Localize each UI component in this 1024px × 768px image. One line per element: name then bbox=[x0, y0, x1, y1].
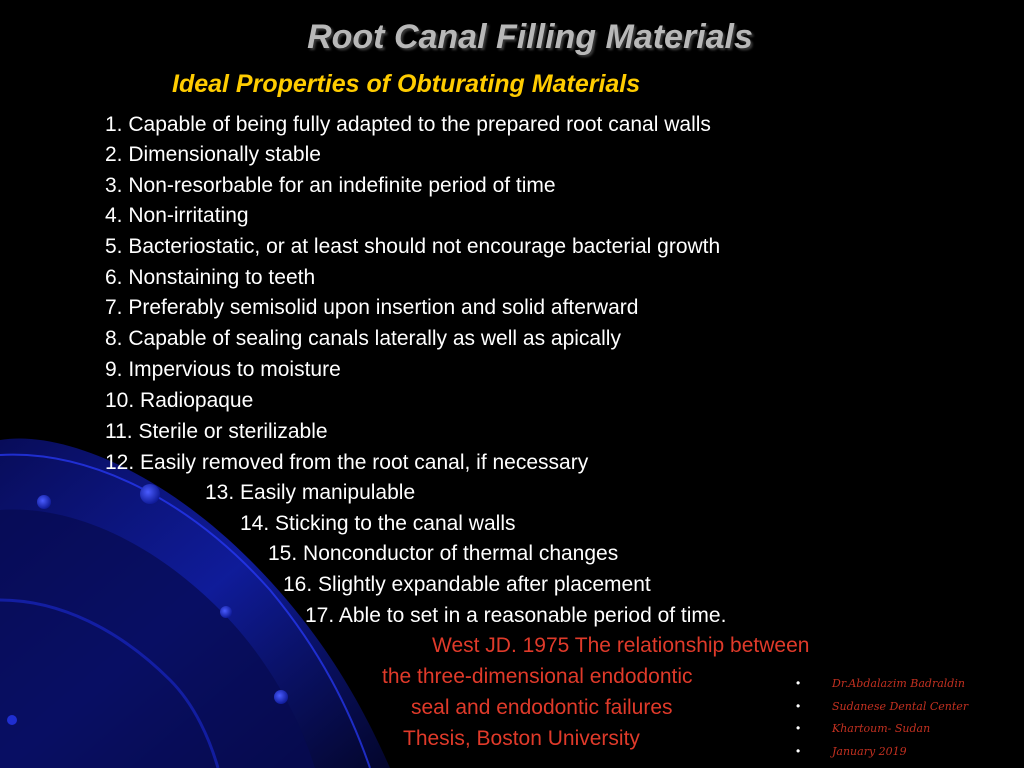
decor-dot-5 bbox=[7, 715, 17, 725]
credit-date: January 2019 bbox=[832, 744, 907, 758]
property-item: 13. Easily manipulable bbox=[205, 481, 416, 504]
reference-line: seal and endodontic failures bbox=[411, 696, 673, 719]
property-item: 11. Sterile or sterilizable bbox=[105, 420, 328, 443]
credit-location: Khartoum- Sudan bbox=[832, 722, 931, 735]
property-item: 9. Impervious to moisture bbox=[105, 358, 341, 381]
slide-title: Root Canal Filling Materials bbox=[307, 18, 753, 56]
bullet-icon: • bbox=[796, 698, 801, 713]
decor-dot-2 bbox=[37, 495, 51, 509]
property-item: 14. Sticking to the canal walls bbox=[240, 512, 516, 535]
property-item: 16. Slightly expandable after placement bbox=[283, 573, 651, 596]
bullet-icon: • bbox=[796, 721, 801, 735]
property-item: 17. Able to set in a reasonable period of time. bbox=[305, 604, 727, 627]
property-item: 3. Non-resorbable for an indefinite period of time bbox=[105, 174, 556, 197]
credit-item bbox=[796, 740, 968, 763]
property-item: 12. Easily removed from the root canal, if necessary bbox=[105, 451, 589, 474]
slide-subtitle: Ideal Properties of Obturating Materials bbox=[172, 70, 641, 98]
credit-item bbox=[796, 695, 968, 718]
decor-dot-4 bbox=[274, 690, 288, 704]
property-item: 15. Nonconductor of thermal changes bbox=[268, 542, 619, 565]
property-item: 4. Non-irritating bbox=[105, 204, 249, 227]
decor-dot-3 bbox=[220, 606, 232, 618]
property-item: 7. Preferably semisolid upon insertion and solid afterward bbox=[105, 296, 639, 319]
credit-organization: Sudanese Dental Center bbox=[832, 699, 969, 713]
credit-author: Dr.Abdalazim Badraldin bbox=[832, 677, 965, 690]
bullet-icon: • bbox=[796, 676, 801, 690]
credit-item bbox=[796, 672, 968, 695]
reference-line: Thesis, Boston University bbox=[403, 727, 640, 750]
reference-line: West JD. 1975 The relationship between bbox=[432, 634, 810, 657]
property-item: 2. Dimensionally stable bbox=[105, 143, 321, 166]
decor-dot-1 bbox=[140, 484, 160, 504]
property-item: 5. Bacteriostatic, or at least should not encourage bacterial growth bbox=[105, 235, 721, 258]
bullet-icon: • bbox=[796, 743, 801, 758]
credit-item bbox=[796, 717, 968, 740]
property-item: 8. Capable of sealing canals laterally as well as apically bbox=[105, 327, 621, 350]
property-item: 6. Nonstaining to teeth bbox=[105, 266, 316, 289]
property-item: 1. Capable of being fully adapted to the prepared root canal walls bbox=[105, 113, 711, 136]
reference-line: the three-dimensional endodontic bbox=[382, 665, 693, 688]
author-credits-list bbox=[796, 672, 968, 762]
property-item: 10. Radiopaque bbox=[105, 389, 254, 412]
